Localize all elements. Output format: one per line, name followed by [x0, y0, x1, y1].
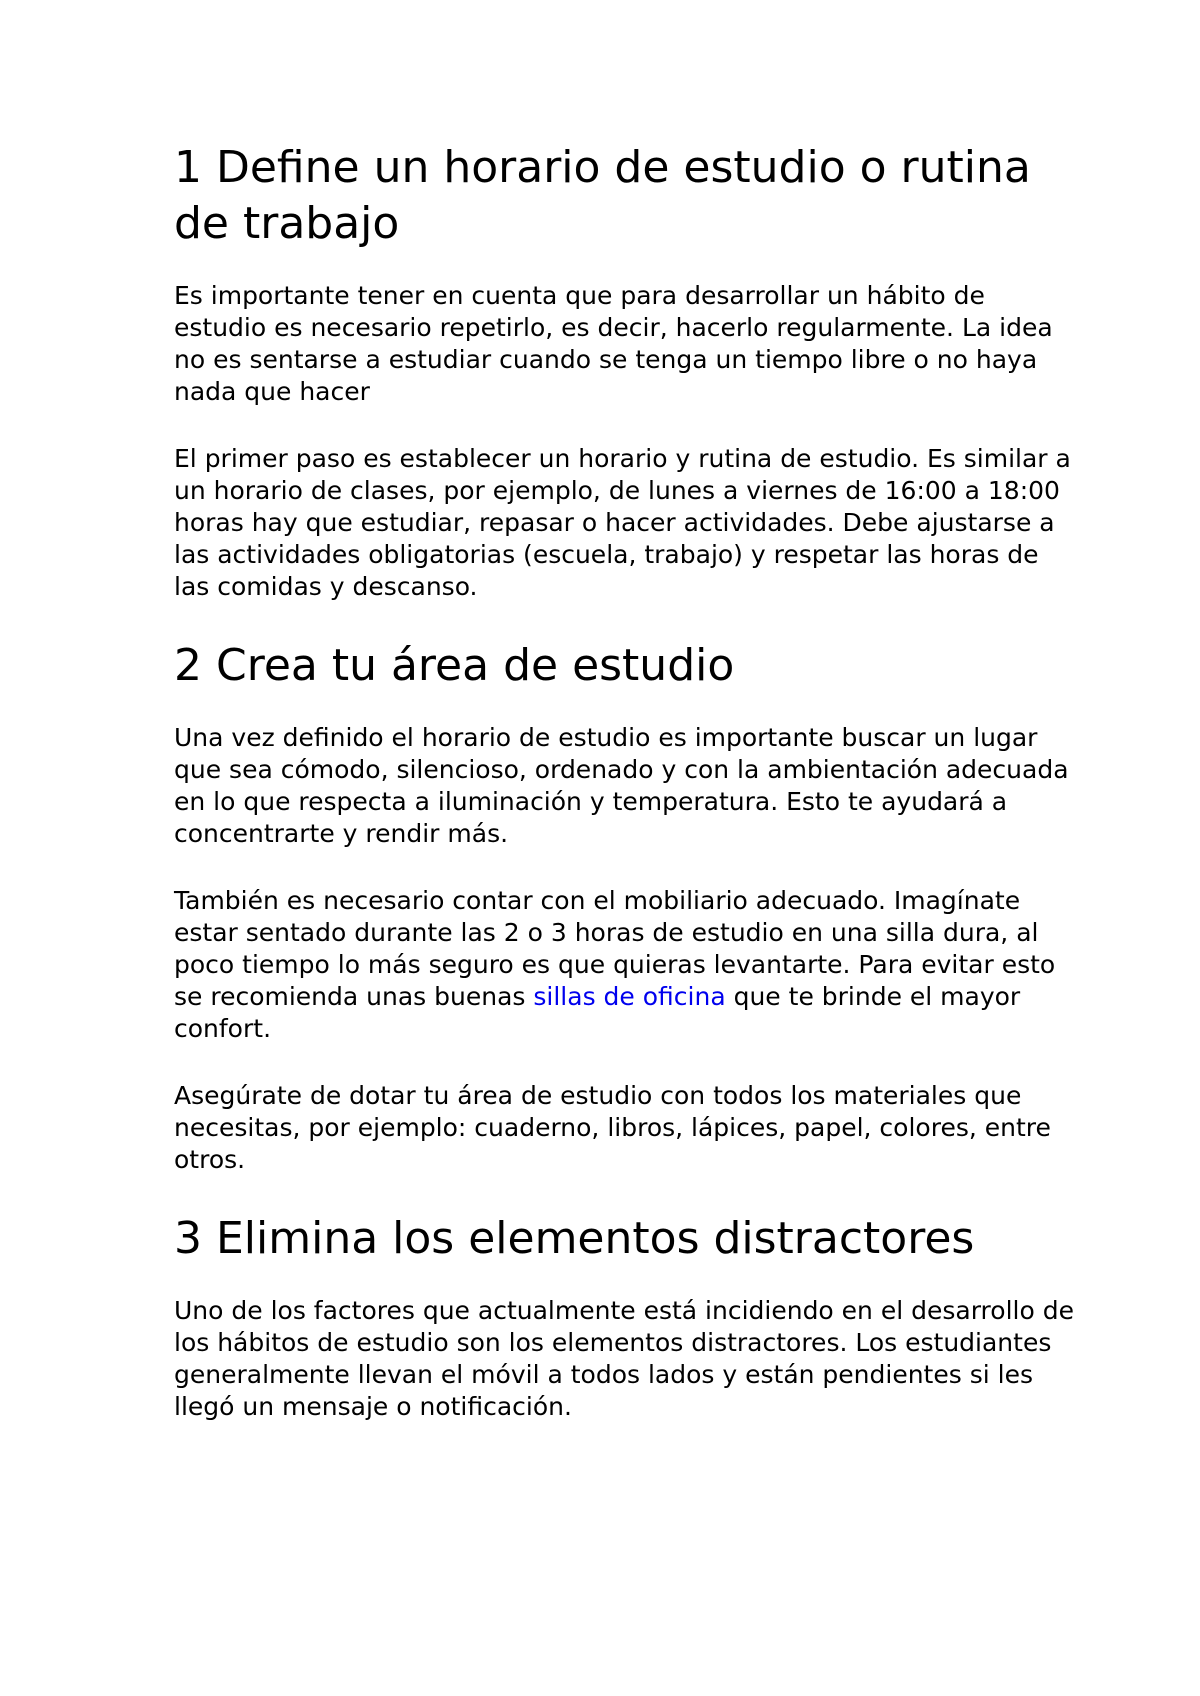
section-3-paragraph-1: Uno de los factores que actualmente está incidiendo en el desarrollo de los hábitos de estudio son los elementos distractores. Los estudiantes generalmente llevan el móvil a todos lados y están pendientes si les llegó un mensaje o notificación.: [174, 1296, 1074, 1421]
section-2-paragraph-2-after-link: que te brinde el mayor confort.: [174, 982, 1021, 1043]
section-2-paragraph-2: [174, 885, 1074, 1045]
section-2-paragraph-3: Asegúrate de dotar tu área de estudio con todos los materiales que necesitas, por ejemplo: cuaderno, libros, lápices, papel, colores, entre otros.: [174, 1081, 1051, 1174]
section-3: [174, 1211, 1074, 1423]
office-chairs-link[interactable]: sillas de oficina: [533, 982, 726, 1011]
section-3-heading: 3 Elimina los elementos distractores: [174, 1213, 975, 1264]
section-1: [174, 140, 1074, 603]
section-1-paragraph-2: El primer paso es establecer un horario y rutina de estudio. Es similar a un horario de clases, por ejemplo, de lunes a viernes de 16:00 a 18:00 horas hay que estudiar, repasar o hacer actividades. Debe ajustarse a las actividades obligatorias (escuela, trabajo) y respetar las horas de las comidas y descanso.: [174, 444, 1071, 601]
section-2-heading: 2 Crea tu área de estudio: [174, 640, 735, 691]
document-page: [174, 140, 1074, 1458]
section-2-paragraph-2-text: También es necesario contar con el mobiliario adecuado. Imagínate estar sentado durante las 2 o 3 horas de estudio en una silla dura, al poco tiempo lo más seguro es que quieras levantarte. Para evitar esto se recomienda unas buenas: [174, 886, 1056, 1011]
section-1-heading: 1 Define un horario de estudio o rutina de trabajo: [174, 142, 1031, 249]
section-2-paragraph-1: Una vez definido el horario de estudio es importante buscar un lugar que sea cómodo, silencioso, ordenado y con la ambientación adecuada en lo que respecta a iluminación y temperatura. Esto te ayudará a concentrarte y rendir más.: [174, 723, 1069, 848]
section-1-paragraph-1: Es importante tener en cuenta que para desarrollar un hábito de estudio es necesario repetirlo, es decir, hacerlo regularmente. La idea no es sentarse a estudiar cuando se tenga un tiempo libre o no haya nada que hacer: [174, 281, 1053, 406]
section-2: [174, 638, 1074, 1176]
